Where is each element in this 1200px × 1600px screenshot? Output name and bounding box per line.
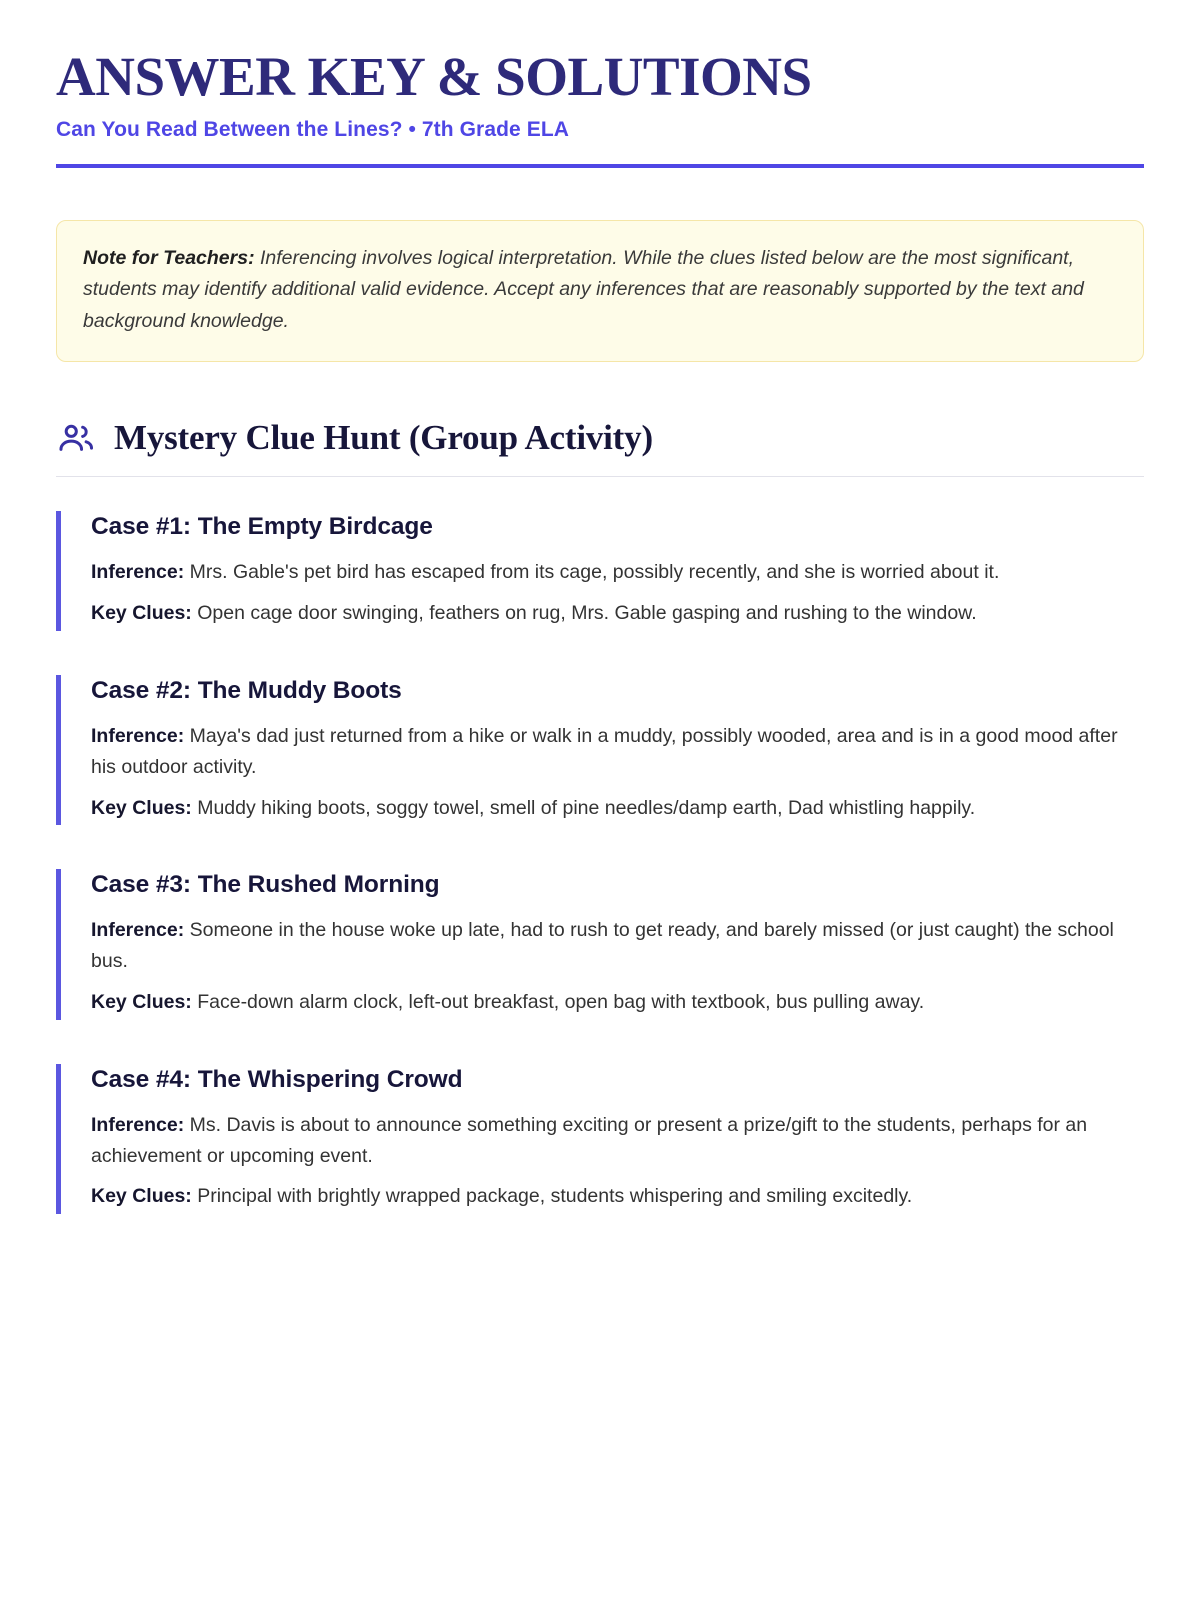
group-people-icon: [56, 418, 96, 458]
key-clues-label: Key Clues:: [91, 1185, 192, 1208]
inference-text: Ms. Davis is about to announce something exciting or present a prize/gift to the students, perhaps for an achievement or upcoming event.: [91, 1113, 1088, 1167]
case-block: [56, 675, 1144, 825]
case-title: Case #4: The Whispering Crowd: [91, 1065, 463, 1093]
key-clues-text: Face-down alarm clock, left-out breakfast, open bag with textbook, bus pulling away.: [191, 991, 925, 1014]
inference-label: Inference:: [91, 1113, 185, 1136]
case-inference: [91, 915, 1144, 977]
case-block: [56, 511, 1144, 631]
key-clues-label: Key Clues:: [91, 602, 192, 625]
case-inference: [91, 557, 1144, 588]
inference-label: Inference:: [91, 919, 185, 942]
section-divider: [56, 476, 1144, 477]
inference-text: Mrs. Gable's pet bird has escaped from its cage, possibly recently, and she is worried about it.: [184, 561, 1000, 584]
inference-text: Maya's dad just returned from a hike or walk in a muddy, possibly wooded, area and is in a good mood after his outdoor activity.: [91, 725, 1118, 778]
inference-text: Someone in the house woke up late, had to rush to get ready, and barely missed (or just caught) the school bus.: [91, 919, 1114, 973]
case-key-clues: [91, 793, 1144, 824]
case-title: Case #3: The Rushed Morning: [91, 871, 440, 899]
teacher-note-callout: [56, 220, 1144, 363]
case-block: [56, 869, 1144, 1019]
case-key-clues: [91, 987, 1144, 1018]
page-title: ANSWER KEY & SOLUTIONS: [56, 46, 812, 107]
header-divider: [56, 164, 1144, 168]
case-key-clues: [91, 1181, 1144, 1212]
case-inference: [91, 721, 1144, 783]
section-title: Mystery Clue Hunt (Group Activity): [114, 418, 653, 458]
key-clues-text: Muddy hiking boots, soggy towel, smell of pine needles/damp earth, Dad whistling happily.: [191, 796, 976, 819]
section-header: [56, 418, 1144, 458]
key-clues-label: Key Clues:: [91, 991, 192, 1014]
inference-label: Inference:: [91, 561, 185, 584]
case-title: Case #1: The Empty Birdcage: [91, 513, 433, 541]
teacher-note-body: Inferencing involves logical interpretation. While the clues listed below are the most significant, students may identify additional valid evidence. Accept any inferences that are reasonably supported by the text and background knowledge.: [83, 246, 1084, 332]
inference-label: Inference:: [91, 725, 185, 748]
case-block: [56, 1064, 1144, 1214]
key-clues-text: Open cage door swinging, feathers on rug, Mrs. Gable gasping and rushing to the window.: [191, 602, 977, 625]
case-key-clues: [91, 598, 1144, 629]
case-inference: [91, 1110, 1144, 1172]
teacher-note-text: [83, 243, 1117, 338]
teacher-note-label: Note for Teachers:: [83, 246, 255, 269]
key-clues-text: Principal with brightly wrapped package, students whispering and smiling excitedly.: [191, 1185, 913, 1208]
key-clues-label: Key Clues:: [91, 796, 192, 819]
page-subtitle: Can You Read Between the Lines? • 7th Grade ELA: [56, 117, 570, 141]
case-title: Case #2: The Muddy Boots: [91, 677, 402, 705]
